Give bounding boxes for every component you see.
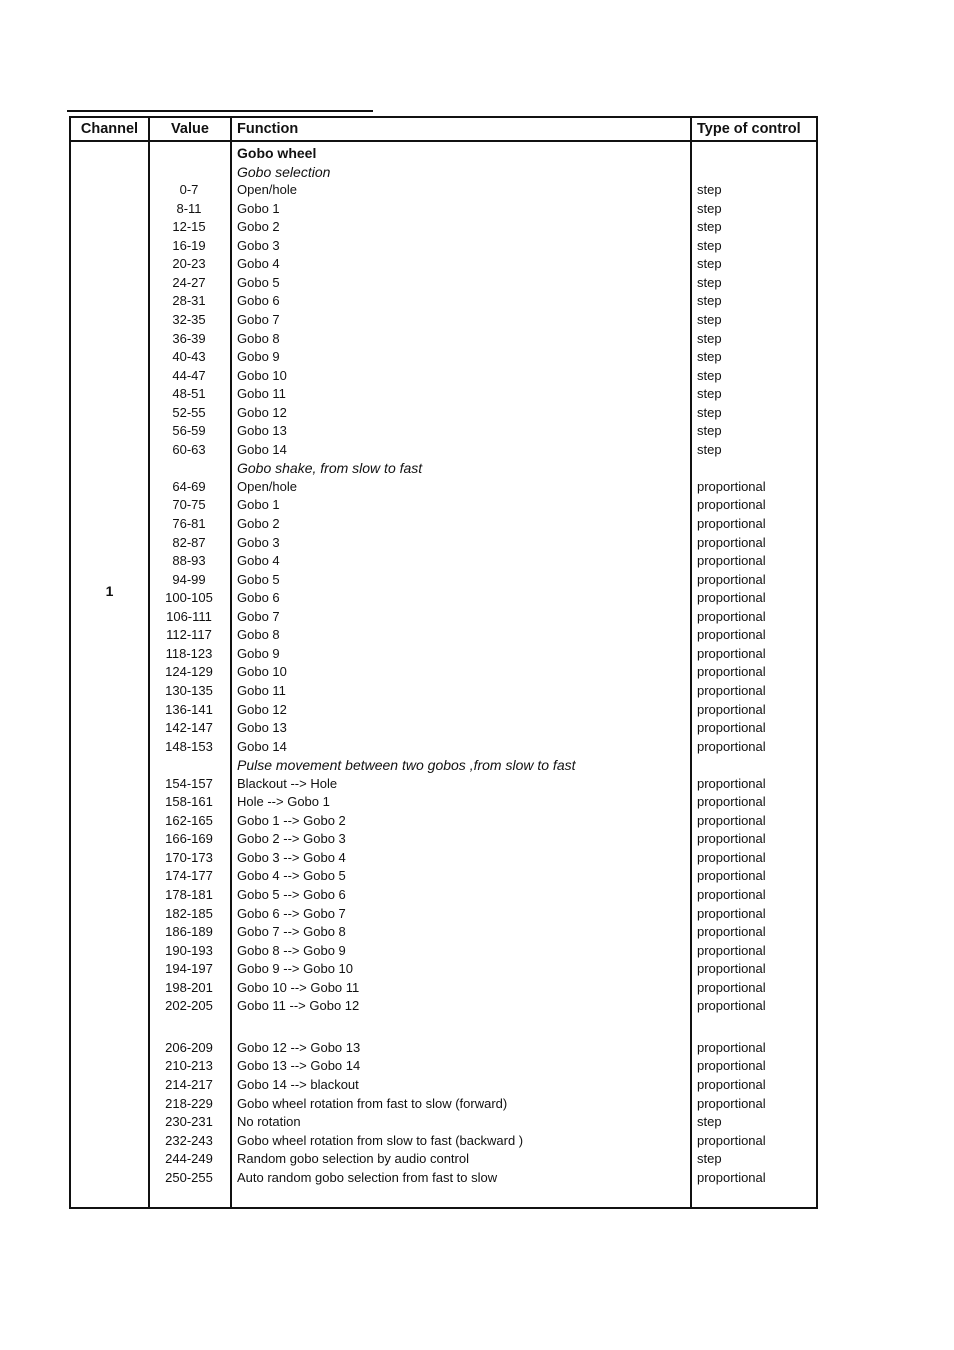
table-row [71,348,816,366]
type-cell: step [697,349,722,365]
type-cell: proportional [697,1095,766,1111]
type-cell: proportional [697,868,766,884]
function-cell: Gobo 9 --> Gobo 10 [237,961,353,977]
function-cell: Gobo 8 --> Gobo 9 [237,942,346,958]
function-cell: Gobo 10 [237,367,287,383]
type-cell: step [697,237,722,253]
function-cell: Gobo 11 [237,682,286,698]
value-cell: 166-169 [165,831,213,847]
type-cell: step [697,182,722,198]
function-cell: Gobo 4 --> Gobo 5 [237,868,346,884]
function-cell: Auto random gobo selection from fast to slow [237,1169,498,1185]
value-cell: 158-161 [165,794,213,810]
table-row [71,1039,816,1057]
value-cell: 136-141 [165,701,213,717]
value-cell: 210-213 [165,1058,213,1074]
value-cell: 206-209 [165,1039,213,1055]
value-cell: 170-173 [165,849,213,865]
value-cell: 82-87 [172,534,206,550]
function-cell: Gobo 2 [237,516,280,531]
type-cell: proportional [697,831,766,847]
value-cell: 76-81 [172,516,206,531]
function-cell: Gobo 2 [237,219,280,235]
type-cell: proportional [697,942,766,958]
function-cell: Gobo 7 --> Gobo 8 [237,924,346,940]
table-row [71,255,816,273]
function-cell: Gobo wheel rotation from slow to fast (backward ) [237,1132,524,1148]
type-cell: proportional [697,998,766,1014]
table-row [71,886,816,904]
table-row [71,311,816,329]
type-cell: proportional [697,497,766,513]
table-row [71,849,816,867]
type-cell: proportional [697,887,766,902]
function-cell: Gobo 7 [237,311,280,327]
value-cell: 0-7 [179,182,199,198]
value-cell: 190-193 [165,942,213,958]
function-cell: Gobo 3 [237,534,280,550]
table-row [71,942,816,960]
type-cell: proportional [697,627,766,643]
table-row [71,701,816,719]
header-type-of-control: Type of control [697,121,801,137]
type-cell: proportional [697,1169,766,1185]
function-cell: Gobo 4 [237,256,280,272]
type-cell: step [697,386,722,402]
type-cell: step [697,274,722,290]
section-title-row [71,144,816,162]
value-cell: 32-35 [172,311,206,327]
section-subtitle-row [71,756,816,774]
function-cell: Open/hole [237,182,297,198]
function-cell: Gobo 6 [237,293,280,309]
function-cell: Gobo 6 [237,590,280,606]
type-cell: proportional [697,645,766,661]
value-cell: 70-75 [172,497,206,513]
function-cell: Gobo 14 [237,441,287,457]
table-row [71,181,816,199]
table-row [71,404,816,422]
type-cell: proportional [697,979,766,995]
type-cell: proportional [697,571,766,587]
table-row [71,1150,816,1168]
value-cell: 178-181 [165,887,213,902]
table-row [71,534,816,552]
type-cell: proportional [697,534,766,550]
table-row [71,218,816,236]
function-cell: Gobo 1 [237,200,280,216]
function-cell: Gobo 14 --> blackout [237,1076,359,1092]
value-cell: 130-135 [165,682,213,698]
function-cell: Gobo 12 --> Gobo 13 [237,1039,361,1055]
type-cell: proportional [697,682,766,698]
channel-number: 1 [105,583,114,599]
function-cell: Gobo 3 --> Gobo 4 [237,849,346,865]
function-cell: Gobo wheel [237,145,317,161]
table-row [71,571,816,589]
value-cell: 88-93 [172,553,206,569]
value-cell: 142-147 [165,720,213,736]
type-cell: step [697,423,722,439]
type-cell: proportional [697,701,766,717]
type-cell: proportional [697,924,766,940]
type-cell: proportional [697,1039,766,1055]
table-row [71,422,816,440]
table-row [71,960,816,978]
value-cell: 182-185 [165,905,213,921]
table-row [71,385,816,403]
table-row [71,367,816,385]
type-cell: proportional [697,849,766,865]
value-cell: 214-217 [165,1076,213,1092]
type-cell: step [697,219,722,235]
value-cell: 8-11 [176,200,202,216]
function-cell: Gobo 4 [237,553,280,569]
type-cell: proportional [697,961,766,977]
table-header [71,118,816,142]
function-cell: Blackout --> Hole [237,775,338,791]
type-cell: step [697,311,722,327]
type-cell: step [697,441,722,457]
table-row [71,1076,816,1094]
value-cell: 218-229 [165,1095,213,1111]
function-cell: Gobo 14 [237,738,287,754]
type-cell: proportional [697,738,766,754]
table-row [71,663,816,681]
value-cell: 24-27 [172,274,206,290]
function-cell: Gobo 12 [237,701,287,717]
value-cell: 230-231 [165,1114,213,1130]
function-cell: Gobo 6 --> Gobo 7 [237,905,346,921]
type-cell: step [697,404,722,420]
table-row [71,237,816,255]
value-cell: 124-129 [165,664,213,680]
table-row [71,1095,816,1113]
function-cell: Gobo shake, from slow to fast [237,460,423,477]
value-cell: 48-51 [172,386,206,402]
value-cell: 232-243 [165,1132,213,1148]
value-cell: 28-31 [172,293,206,309]
value-cell: 174-177 [165,868,213,884]
function-cell: Gobo 11 [237,386,286,402]
value-cell: 40-43 [172,349,206,365]
table-row [71,626,816,644]
type-cell: step [697,1114,722,1130]
table-row [71,1132,816,1150]
top-rule [67,110,373,112]
table-row [71,200,816,218]
type-cell: step [697,293,722,309]
table-row [71,682,816,700]
function-cell: Gobo 11 --> Gobo 12 [237,998,360,1014]
table-row [71,478,816,496]
table-row [71,330,816,348]
function-cell: Gobo 7 [237,608,280,624]
table-row [71,812,816,830]
type-cell: step [697,330,722,346]
table-row [71,905,816,923]
value-cell: 64-69 [172,478,206,494]
type-cell: step [697,367,722,383]
section-subtitle-row [71,459,816,477]
table-row [71,979,816,997]
function-cell: Gobo 10 [237,664,287,680]
type-cell: step [697,256,722,272]
type-cell: proportional [697,775,766,791]
header-value: Value [171,121,209,137]
type-cell: proportional [697,478,766,494]
function-cell: Gobo 1 --> Gobo 2 [237,812,346,828]
table-row [71,830,816,848]
value-cell: 36-39 [172,330,206,346]
type-cell: proportional [697,553,766,569]
section-subtitle-row [71,163,816,181]
function-cell: Random gobo selection by audio control [237,1151,469,1167]
table-row [71,775,816,793]
table-row [71,274,816,292]
value-cell: 52-55 [172,404,206,420]
function-cell: No rotation [237,1114,301,1130]
value-cell: 56-59 [172,423,206,439]
function-cell: Hole --> Gobo 1 [237,794,330,810]
value-cell: 60-63 [172,441,206,457]
type-cell: step [697,1151,722,1167]
function-cell: Gobo 13 --> Gobo 14 [237,1058,361,1074]
table-row [71,496,816,514]
value-cell: 44-47 [172,367,206,383]
type-cell: proportional [697,812,766,828]
table-row [71,793,816,811]
table-row [71,441,816,459]
value-cell: 186-189 [165,924,213,940]
value-cell: 16-19 [172,237,206,253]
table-row [71,589,816,607]
table-row [71,292,816,310]
function-cell: Gobo 13 [237,720,287,736]
function-cell: Gobo 8 [237,330,280,346]
header-channel: Channel [80,121,139,137]
value-cell: 148-153 [165,738,213,754]
type-cell: proportional [697,720,766,736]
type-cell: proportional [697,1076,766,1092]
table-row [71,608,816,626]
function-cell: Gobo 5 [237,571,280,587]
value-cell: 194-197 [165,961,213,977]
type-cell: proportional [697,664,766,680]
value-cell: 94-99 [172,571,206,587]
function-cell: Open/hole [237,478,297,494]
type-cell: proportional [697,905,766,921]
value-cell: 250-255 [165,1169,213,1185]
function-cell: Gobo 5 --> Gobo 6 [237,887,346,902]
value-cell: 106-111 [166,608,212,624]
value-cell: 112-117 [166,627,212,643]
type-cell: proportional [697,516,766,531]
function-cell: Gobo 12 [237,404,287,420]
function-cell: Gobo 8 [237,627,280,643]
value-cell: 118-123 [165,645,213,661]
table-row [71,867,816,885]
type-cell: proportional [697,1132,766,1148]
header-function: Function [237,121,299,137]
value-cell: 198-201 [165,979,213,995]
value-cell: 202-205 [165,998,213,1014]
function-cell: Gobo 3 [237,237,280,253]
function-cell: Gobo 9 [237,645,280,661]
function-cell: Gobo 2 --> Gobo 3 [237,831,346,847]
function-cell: Gobo 9 [237,349,280,365]
type-cell: proportional [697,794,766,810]
function-cell: Gobo 1 [237,497,280,513]
table-row [71,719,816,737]
table-row [71,997,816,1015]
table-row [71,1169,816,1187]
function-cell: Gobo selection [237,163,331,180]
value-cell: 154-157 [165,775,213,791]
value-cell: 162-165 [165,812,213,828]
function-cell: Gobo wheel rotation from fast to slow (forward) [237,1095,508,1111]
function-cell: Pulse movement between two gobos ,from slow to fast [237,757,576,774]
value-cell: 244-249 [165,1151,213,1167]
type-cell: proportional [697,608,766,624]
function-cell: Gobo 5 [237,274,280,290]
table-row [71,645,816,663]
table-row [71,515,816,533]
table-row [71,552,816,570]
type-cell: proportional [697,590,766,606]
table-row [71,1113,816,1131]
function-cell: Gobo 13 [237,423,287,439]
function-cell: Gobo 10 --> Gobo 11 [237,979,360,995]
value-cell: 12-15 [172,219,206,235]
value-cell: 100-105 [165,590,213,606]
table-row [71,1057,816,1075]
table-row [71,738,816,756]
dmx-channel-table [69,116,818,1209]
value-cell: 20-23 [172,256,206,272]
table-row [71,923,816,941]
type-cell: step [697,200,722,216]
type-cell: proportional [697,1058,766,1074]
